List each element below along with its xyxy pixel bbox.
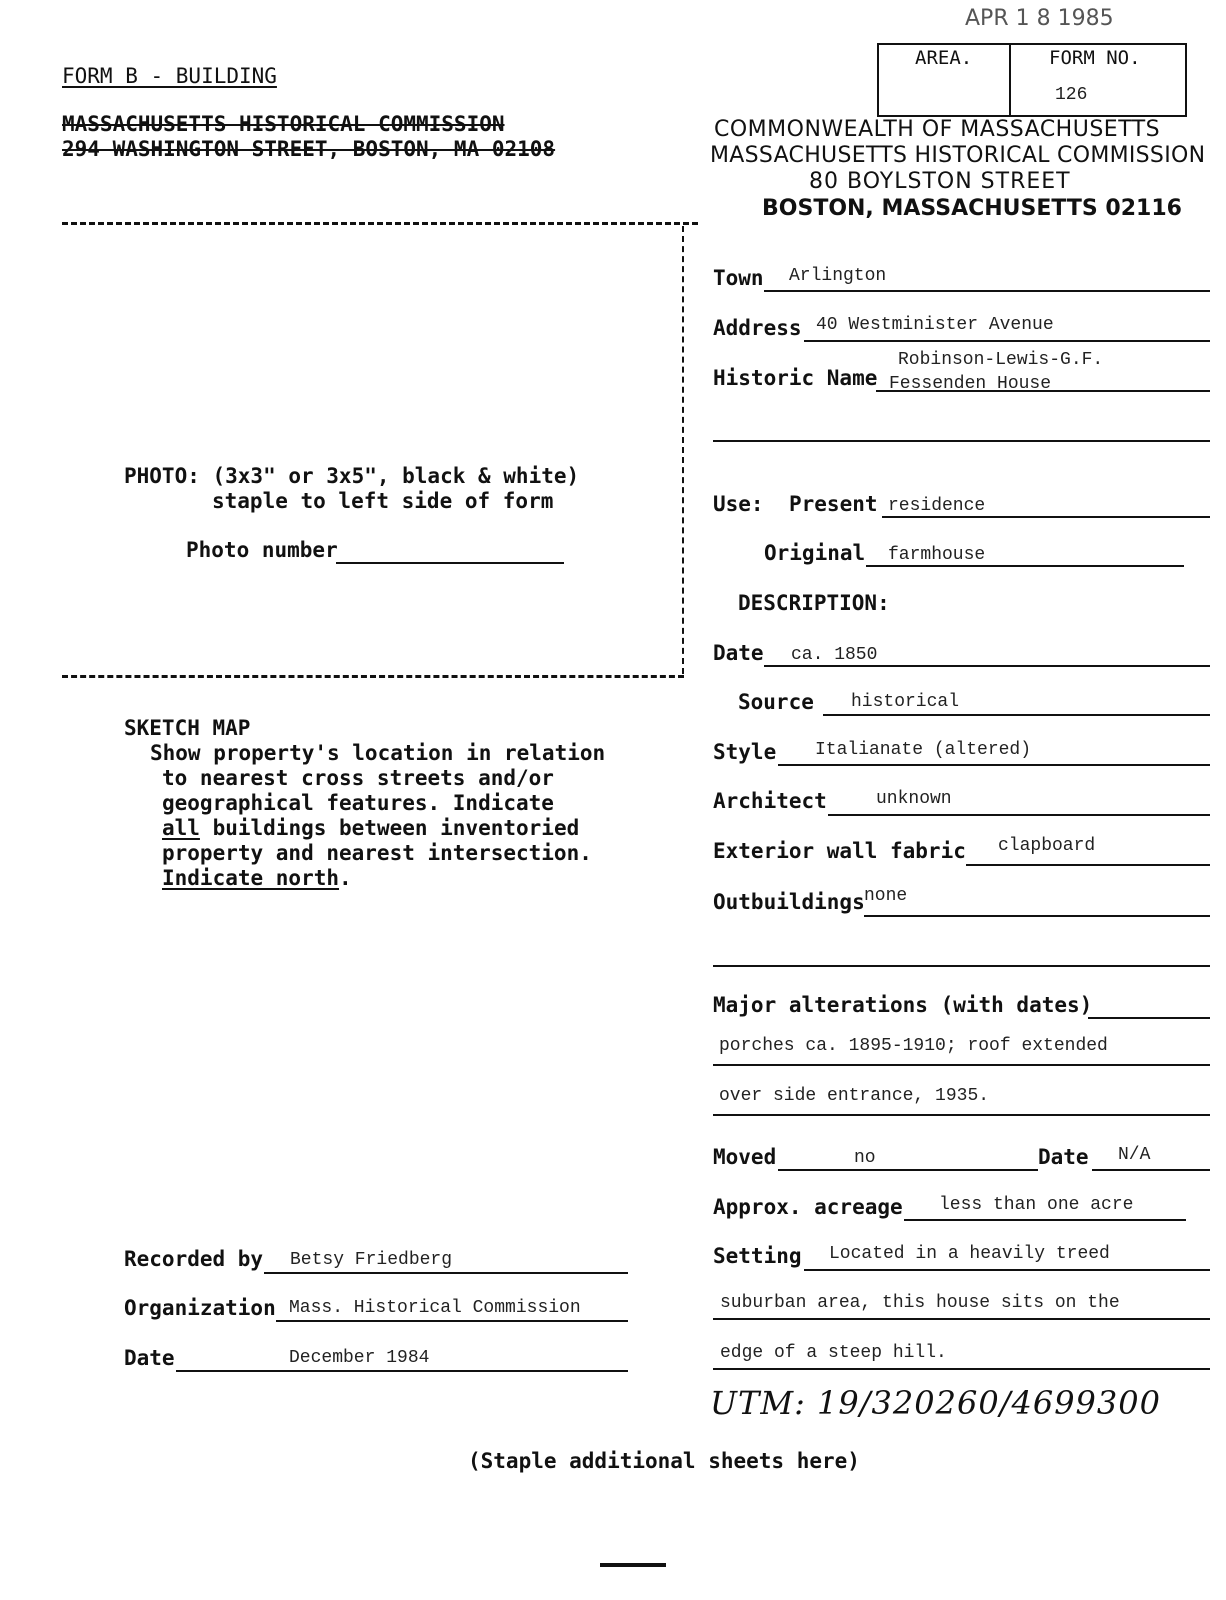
sketch-map-line-3: geographical features. Indicate: [162, 791, 554, 815]
outbuildings-label: Outbuildings: [713, 890, 865, 914]
moved-value[interactable]: no: [854, 1148, 876, 1168]
style-label: Style: [713, 740, 777, 764]
present-line: [882, 516, 1210, 518]
form-no-label: FORM NO.: [1049, 47, 1141, 69]
source-label: Source: [738, 690, 814, 714]
description-label: DESCRIPTION:: [738, 591, 890, 615]
present-label: Present: [789, 492, 878, 516]
setting-line-3: [713, 1368, 1210, 1370]
recorded-by-line: [264, 1272, 628, 1274]
photo-number-line[interactable]: [336, 562, 564, 564]
moved-date-value[interactable]: N/A: [1118, 1145, 1151, 1165]
photo-box-top: [62, 222, 698, 225]
setting-line: [804, 1269, 1210, 1271]
architect-value[interactable]: unknown: [876, 789, 952, 809]
address-line: [804, 340, 1210, 342]
date-line: [764, 665, 1210, 667]
recorded-date-value[interactable]: December 1984: [289, 1348, 430, 1368]
area-label: AREA.: [915, 47, 973, 69]
sketch-map-line-2: to nearest cross streets and/or: [162, 766, 554, 790]
bottom-mark: [600, 1563, 666, 1567]
outbuildings-value[interactable]: none: [864, 886, 908, 906]
moved-label: Moved: [713, 1145, 777, 1169]
recorded-date-label: Date: [124, 1346, 175, 1370]
recorded-date-line: [176, 1370, 628, 1372]
photo-box-right: [682, 226, 684, 674]
recorded-by-label: Recorded by: [124, 1247, 264, 1271]
alterations-line: [1088, 1017, 1210, 1019]
setting-value-1[interactable]: Located in a heavily treed: [829, 1244, 1110, 1264]
form-no-value: 126: [1055, 85, 1088, 105]
area-form-box: [877, 43, 1187, 117]
outbuildings-line-2: [713, 965, 1210, 967]
setting-value-3[interactable]: edge of a steep hill.: [720, 1343, 947, 1363]
sketch-map-title: SKETCH MAP: [124, 716, 251, 740]
date-received-stamp: APR 1 8 1985: [965, 6, 1114, 31]
acreage-line: [904, 1219, 1186, 1221]
date-label: Date: [713, 641, 764, 665]
organization-value[interactable]: Mass. Historical Commission: [289, 1298, 581, 1318]
address-value[interactable]: 40 Westminister Avenue: [816, 315, 1054, 335]
stamp-line-4: BOSTON, MASSACHUSETTS 02116: [762, 196, 1182, 221]
staple-note: (Staple additional sheets here): [468, 1449, 860, 1473]
address-label: Address: [713, 316, 802, 340]
wall-fabric-line: [966, 864, 1210, 866]
moved-date-line: [1092, 1169, 1210, 1171]
setting-value-2[interactable]: suburban area, this house sits on the: [720, 1293, 1120, 1313]
town-value[interactable]: Arlington: [789, 266, 887, 286]
town-line: [764, 290, 1210, 292]
alterations-line-2: [713, 1064, 1210, 1066]
setting-label: Setting: [713, 1244, 802, 1268]
sketch-map-line-4: all buildings between inventoried: [162, 816, 580, 840]
architect-label: Architect: [713, 789, 827, 813]
use-label: Use:: [713, 492, 764, 516]
original-value[interactable]: farmhouse: [888, 545, 986, 565]
alterations-line-3: [713, 1114, 1210, 1116]
old-organization: MASSACHUSETTS HISTORICAL COMMISSION: [62, 112, 505, 136]
stamp-line-1: COMMONWEALTH OF MASSACHUSETTS: [714, 117, 1161, 142]
wall-fabric-value[interactable]: clapboard: [998, 836, 1096, 856]
photo-box-bottom: [62, 675, 684, 678]
acreage-value[interactable]: less than one acre: [939, 1195, 1134, 1215]
outbuildings-line: [864, 915, 1210, 917]
architect-line: [828, 814, 1210, 816]
moved-line: [778, 1169, 1038, 1171]
wall-fabric-label: Exterior wall fabric: [713, 839, 966, 863]
moved-date-label: Date: [1038, 1145, 1089, 1169]
historic-name-label: Historic Name: [713, 366, 878, 390]
source-value[interactable]: historical: [851, 692, 960, 712]
old-address: 294 WASHINGTON STREET, BOSTON, MA 02108: [62, 137, 556, 161]
date-value[interactable]: ca. 1850: [791, 645, 878, 665]
box-divider: [1009, 45, 1011, 115]
alterations-label: Major alterations (with dates): [713, 993, 1093, 1017]
organization-line: [276, 1320, 628, 1322]
town-label: Town: [713, 266, 764, 290]
source-line: [823, 714, 1210, 716]
recorded-by-value[interactable]: Betsy Friedberg: [290, 1250, 453, 1270]
photo-instruction-1: PHOTO: (3x3" or 3x5", black & white): [124, 464, 580, 488]
present-value[interactable]: residence: [888, 496, 986, 516]
sketch-map-line-1: Show property's location in relation: [150, 741, 606, 765]
alterations-value-2[interactable]: over side entrance, 1935.: [719, 1086, 990, 1106]
stamp-line-3: 80 BOYLSTON STREET: [809, 169, 1071, 194]
original-label: Original: [764, 541, 866, 565]
historic-name-value-1[interactable]: Robinson-Lewis-G.F.: [898, 350, 1104, 370]
historic-name-line-2: [713, 440, 1210, 442]
sketch-map-line-5: property and nearest intersection.: [162, 841, 592, 865]
photo-number-label: Photo number: [186, 538, 338, 562]
organization-label: Organization: [124, 1296, 276, 1320]
style-line: [778, 764, 1210, 766]
original-line: [866, 565, 1184, 567]
acreage-label: Approx. acreage: [713, 1195, 903, 1219]
stamp-line-2: MASSACHUSETTS HISTORICAL COMMISSION: [710, 143, 1206, 168]
setting-line-2: [713, 1318, 1210, 1320]
photo-instruction-2: staple to left side of form: [212, 489, 554, 513]
historic-name-value-2[interactable]: Fessenden House: [889, 374, 1052, 394]
form-title: FORM B - BUILDING: [62, 64, 277, 88]
alterations-value-1[interactable]: porches ca. 1895-1910; roof extended: [719, 1036, 1108, 1056]
utm-handwritten: UTM: 19/320260/4699300: [710, 1384, 1161, 1422]
style-value[interactable]: Italianate (altered): [815, 740, 1032, 760]
sketch-map-line-6: Indicate north.: [162, 866, 352, 890]
